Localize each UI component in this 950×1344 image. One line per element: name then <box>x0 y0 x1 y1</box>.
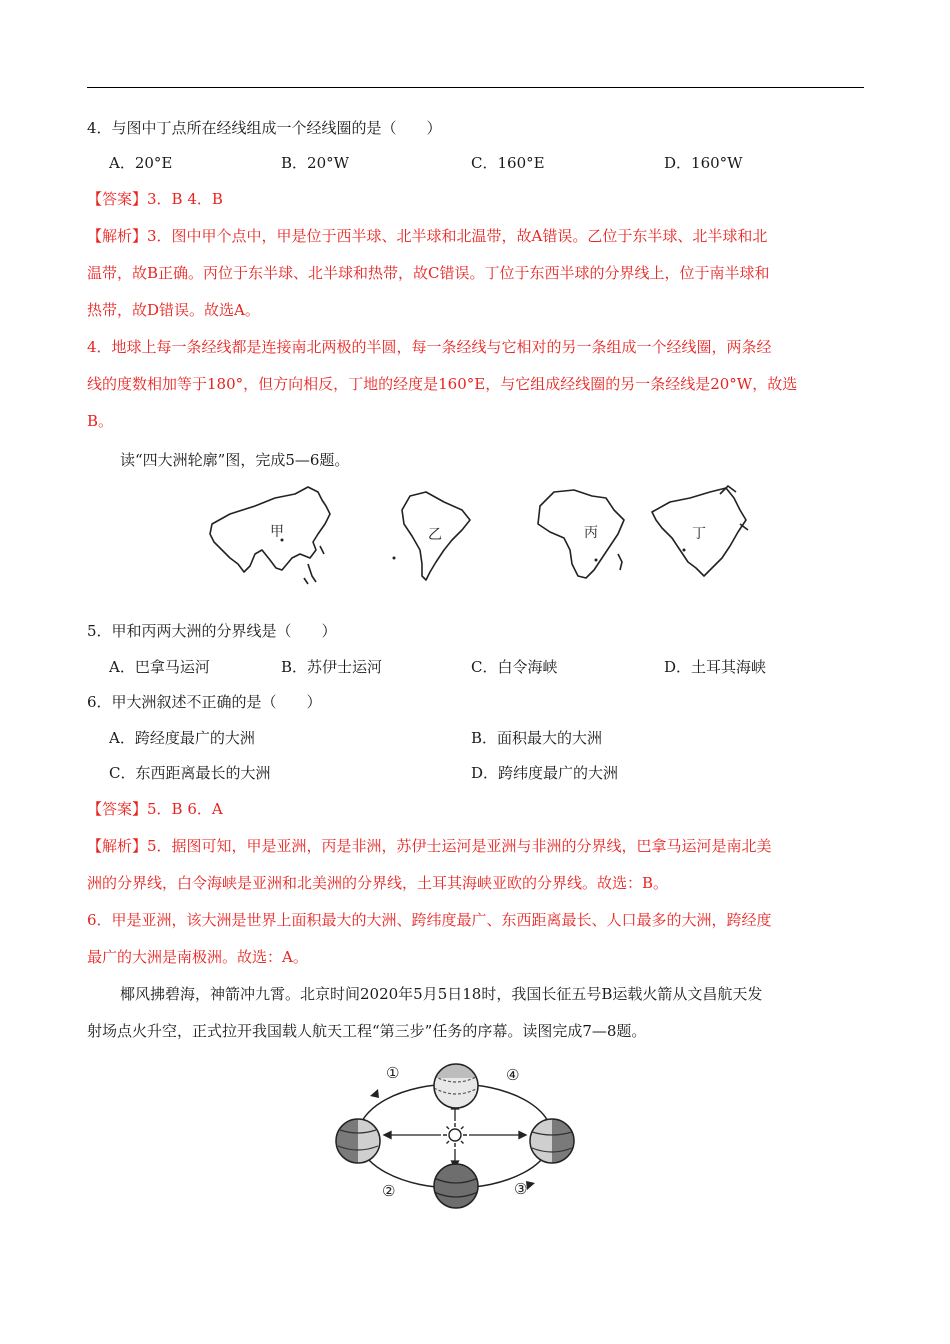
intro-7-8-line1: 椰风拂碧海，神箭冲九霄。北京时间2020年5月5日18时，我国长征五号B运载火箭从文昌航天发 <box>120 985 763 1003</box>
q5-option-c: C．白令海峡 <box>471 658 558 676</box>
map-label-bing: 丙 <box>584 525 598 541</box>
intro-7-8-line2: 射场点火升空，正式拉开我国载人航天工程“第三步”任务的序幕。读图完成7—8题。 <box>87 1022 647 1040</box>
q6-option-c: C．东西距离最长的大洲 <box>109 764 271 782</box>
q6-stem: 6．甲大洲叙述不正确的是（ ） <box>87 693 322 711</box>
explanation-4-line1: 4．地球上每一条经线都是连接南北两极的半圆，每一条经线与它相对的另一条组成一个经线圈，两条经 <box>87 338 772 356</box>
q5-option-d: D．土耳其海峡 <box>664 658 767 676</box>
sun-icon <box>443 1123 467 1147</box>
orbit-label-1: ① <box>386 1064 400 1082</box>
explanation-5-line1: 【解析】5．据图可知，甲是亚洲，丙是非洲，苏伊士运河是亚洲与非洲的分界线，巴拿马运河是南北美 <box>87 837 772 855</box>
continents-figure <box>200 484 760 588</box>
q4-stem: 4．与图中丁点所在经线组成一个经线圈的是（ ） <box>87 119 442 137</box>
q4-option-d: D．160°W <box>664 154 743 172</box>
q5-stem: 5．甲和丙两大洲的分界线是（ ） <box>87 622 337 640</box>
orbit-label-4: ④ <box>506 1066 520 1084</box>
q4-option-a: A．20°E <box>109 154 173 172</box>
q6-option-d: D．跨纬度最广的大洲 <box>471 764 619 782</box>
orbit-label-2: ② <box>382 1182 396 1200</box>
q6-option-b: B．面积最大的大洲 <box>471 729 603 747</box>
explanation-4-line3: B。 <box>87 412 114 430</box>
q4-option-c: C．160°E <box>471 154 545 172</box>
map-label-jia: 甲 <box>270 524 284 540</box>
answer-5-6: 【答案】5．B 6．A <box>87 800 223 818</box>
q5-option-b: B．苏伊士运河 <box>281 658 383 676</box>
orbit-label-3: ③ <box>514 1180 528 1198</box>
answer-3-4: 【答案】3．B 4．B <box>87 190 223 208</box>
africa-outline <box>538 490 624 578</box>
map-label-yi: 乙 <box>428 527 442 543</box>
explanation-3-line3: 热带，故D错误。故选A。 <box>87 301 260 319</box>
explanation-6-line1: 6．甲是亚洲，该大洲是世界上面积最大的大洲、跨纬度最广、东西距离最长、人口最多的大洲，跨经度 <box>87 911 772 929</box>
explanation-6-line2: 最广的大洲是南极洲。故选：A。 <box>87 948 308 966</box>
q6-option-a: A．跨经度最广的大洲 <box>109 729 255 747</box>
explanation-5-line2: 洲的分界线，白令海峡是亚洲和北美洲的分界线，土耳其海峡亚欧的分界线。故选：B。 <box>87 874 669 892</box>
explanation-3-line2: 温带，故B正确。丙位于东半球、北半球和热带，故C错误。丁位于东西半球的分界线上，位于南半球和 <box>87 264 770 282</box>
earth-orbit-figure <box>330 1058 580 1218</box>
explanation-3-line1: 【解析】3．图中甲个点中，甲是位于西半球、北半球和北温带，故A错误。乙位于东半球、北半球和北 <box>87 227 768 245</box>
header-rule <box>87 87 864 88</box>
explanation-4-line2: 线的度数相加等于180°，但方向相反，丁地的经度是160°E，与它组成经线圈的另一条经线是20°W，故选 <box>87 375 798 393</box>
q5-option-a: A．巴拿马运河 <box>109 658 210 676</box>
map-label-ding: 丁 <box>692 526 706 542</box>
intro-5-6: 读“四大洲轮廓”图，完成5—6题。 <box>120 451 350 469</box>
q4-option-b: B．20°W <box>281 154 350 172</box>
